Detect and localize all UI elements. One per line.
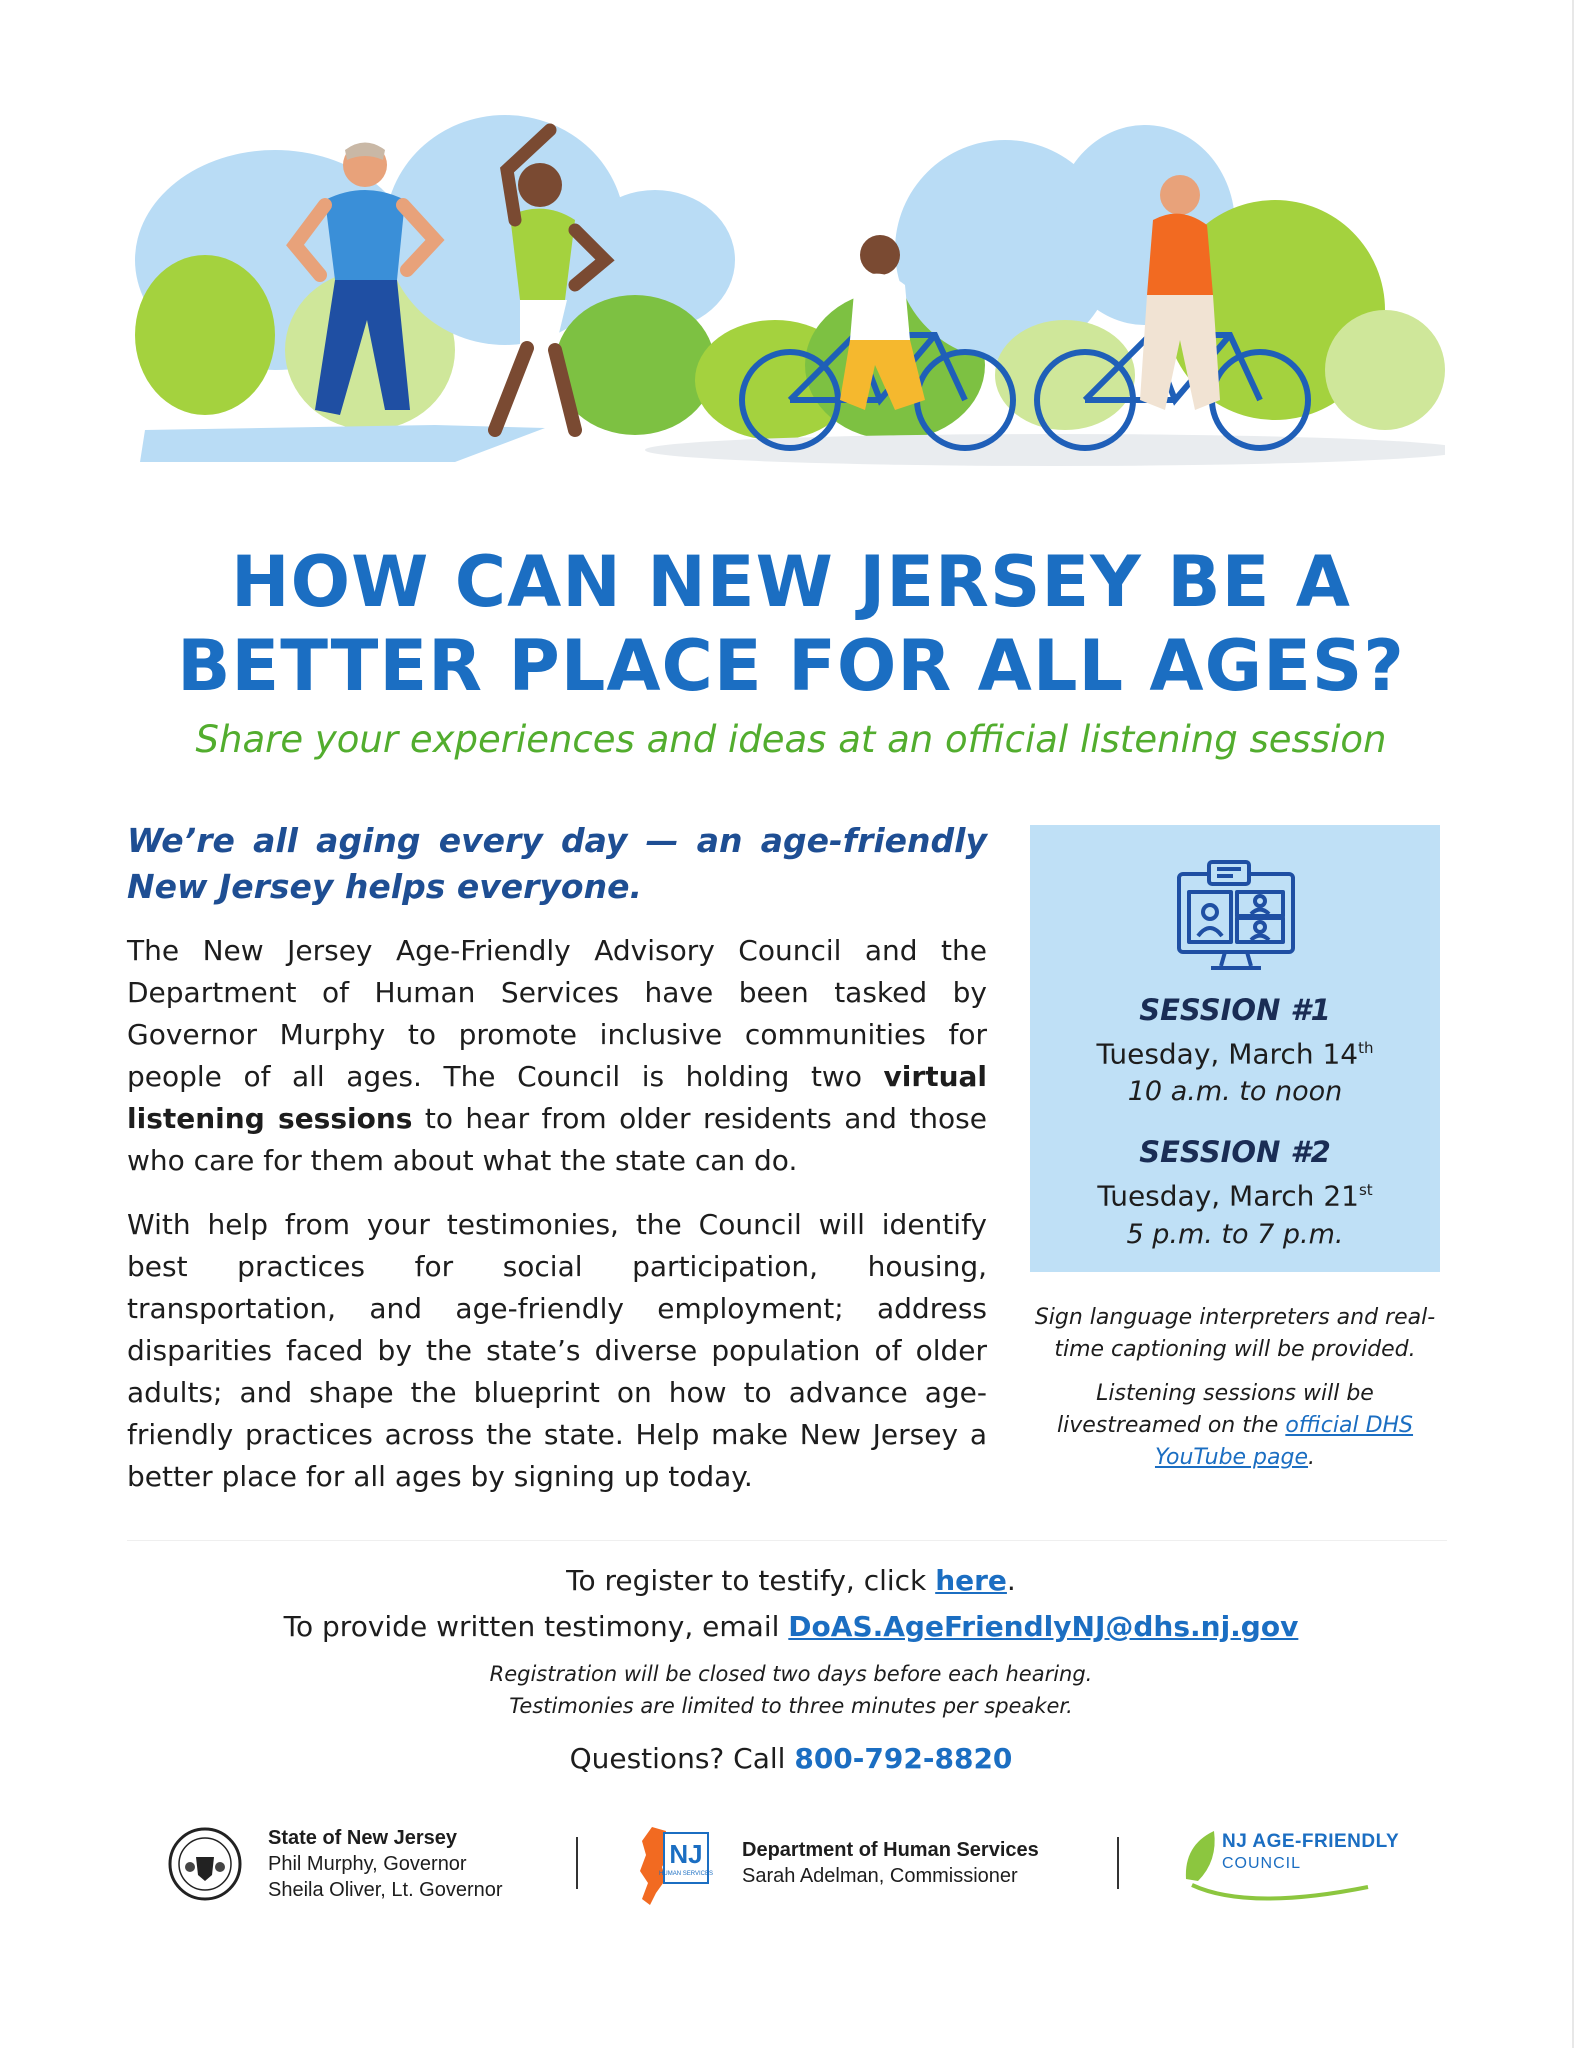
headline-line-1: HOW CAN NEW JERSEY BE A [231, 541, 1351, 623]
fine-print [0, 1658, 1582, 1722]
headline [0, 540, 1582, 708]
session-date-text: Tuesday, March 21 [1097, 1179, 1359, 1213]
footer-divider [1117, 1837, 1119, 1889]
session-date-suffix: st [1358, 1181, 1373, 1200]
footer [0, 1815, 1582, 1915]
intro-section [127, 818, 987, 1520]
session-date [1030, 1029, 1440, 1073]
section-divider [127, 1540, 1447, 1541]
commissioner: Sarah Adelman, Commissioner [742, 1865, 1018, 1887]
phone-number[interactable]: 800-792-8820 [794, 1742, 1013, 1775]
intro-p1-start: The New Jersey Age-Friendly Advisory Council and the Department of Human Services have been tasked by Governor Murphy to promote inclusive communities for people of all ages. The Council is holding two [127, 934, 987, 1093]
session-item [1030, 1133, 1440, 1253]
interpreters-note: Sign language interpreters and real-time captioning will be provided. [1034, 1305, 1436, 1362]
session-time: 5 p.m. to 7 p.m. [1126, 1218, 1344, 1250]
youtube-page-link[interactable]: official DHS YouTube page [1154, 1413, 1414, 1470]
accessibility-notes [1030, 1302, 1440, 1486]
session-date-text: Tuesday, March 14 [1096, 1037, 1359, 1071]
intro-p1-end: to hear from older residents and those who care for them about what the state can do. [127, 1102, 987, 1177]
dhs-name: Department of Human Services [742, 1839, 1039, 1861]
register-suffix: . [1006, 1564, 1016, 1597]
livestream-suffix: . [1308, 1445, 1316, 1470]
state-name: State of New Jersey [268, 1827, 457, 1849]
session-label: SESSION #2 [1139, 1135, 1331, 1170]
lt-governor: Sheila Oliver, Lt. Governor [268, 1879, 503, 1901]
governor: Phil Murphy, Governor [268, 1853, 467, 1875]
hero-illustration [135, 110, 1445, 470]
council-name [1222, 1831, 1399, 1875]
questions-prefix: Questions? Call [569, 1742, 795, 1775]
livestream-note [1030, 1378, 1440, 1474]
call-to-action [0, 1558, 1582, 1782]
nj-logo-text: NJ [669, 1839, 703, 1869]
registration-note: Registration will be closed two days before each hearing. [489, 1662, 1093, 1686]
video-conference-icon [1175, 860, 1297, 975]
written-prefix: To provide written testimony, email [283, 1610, 789, 1643]
session-date-suffix: th [1358, 1039, 1374, 1057]
intro-paragraph-2: With help from your testimonies, the Council will identify best practices for social participation, housing, transportation, and age-friendly employment; address disparities faced by the state’s diverse population of older adults; and shape the blueprint on how to advance age-friendly practices across the state. Help make New Jersey a better place for all ages by signing up today. [127, 1208, 987, 1493]
session-item [1030, 991, 1440, 1111]
session-date [1030, 1171, 1440, 1215]
livestream-prefix: Listening sessions will be livestreamed on the [1056, 1381, 1374, 1438]
council-line-2: COUNCIL [1222, 1855, 1302, 1872]
register-link[interactable]: here [935, 1564, 1007, 1597]
email-link[interactable]: DoAS.AgeFriendlyNJ@dhs.nj.gov [788, 1610, 1299, 1643]
session-box [1030, 825, 1440, 1272]
nj-logo-subtext: HUMAN SERVICES [659, 1871, 713, 1877]
council-line-1: NJ AGE-FRIENDLY [1222, 1831, 1400, 1852]
written-testimony-line [0, 1604, 1582, 1650]
register-line [0, 1558, 1582, 1604]
intro-lead: We’re all aging every day — an age-friendly New Jersey helps everyone. [127, 821, 987, 906]
intro-p1-bold: virtual listening sessions [127, 1060, 987, 1135]
subtitle: Share your experiences and ideas at an official listening session [195, 718, 1387, 761]
intro-paragraph-1 [127, 930, 987, 1182]
state-seal-icon [168, 1827, 242, 1901]
time-limit-note: Testimonies are limited to three minutes per speaker. [509, 1694, 1073, 1718]
session-label: SESSION #1 [1139, 993, 1331, 1027]
questions-line [0, 1736, 1582, 1782]
session-time: 10 a.m. to noon [1127, 1076, 1343, 1108]
footer-divider [576, 1837, 578, 1889]
register-prefix: To register to testify, click [566, 1564, 936, 1597]
headline-line-2: BETTER PLACE FOR ALL AGES? [177, 625, 1405, 707]
dhs-info [742, 1837, 1039, 1889]
state-info [268, 1825, 503, 1903]
nj-human-services-logo-icon [632, 1823, 724, 1909]
session-list [1030, 991, 1440, 1276]
